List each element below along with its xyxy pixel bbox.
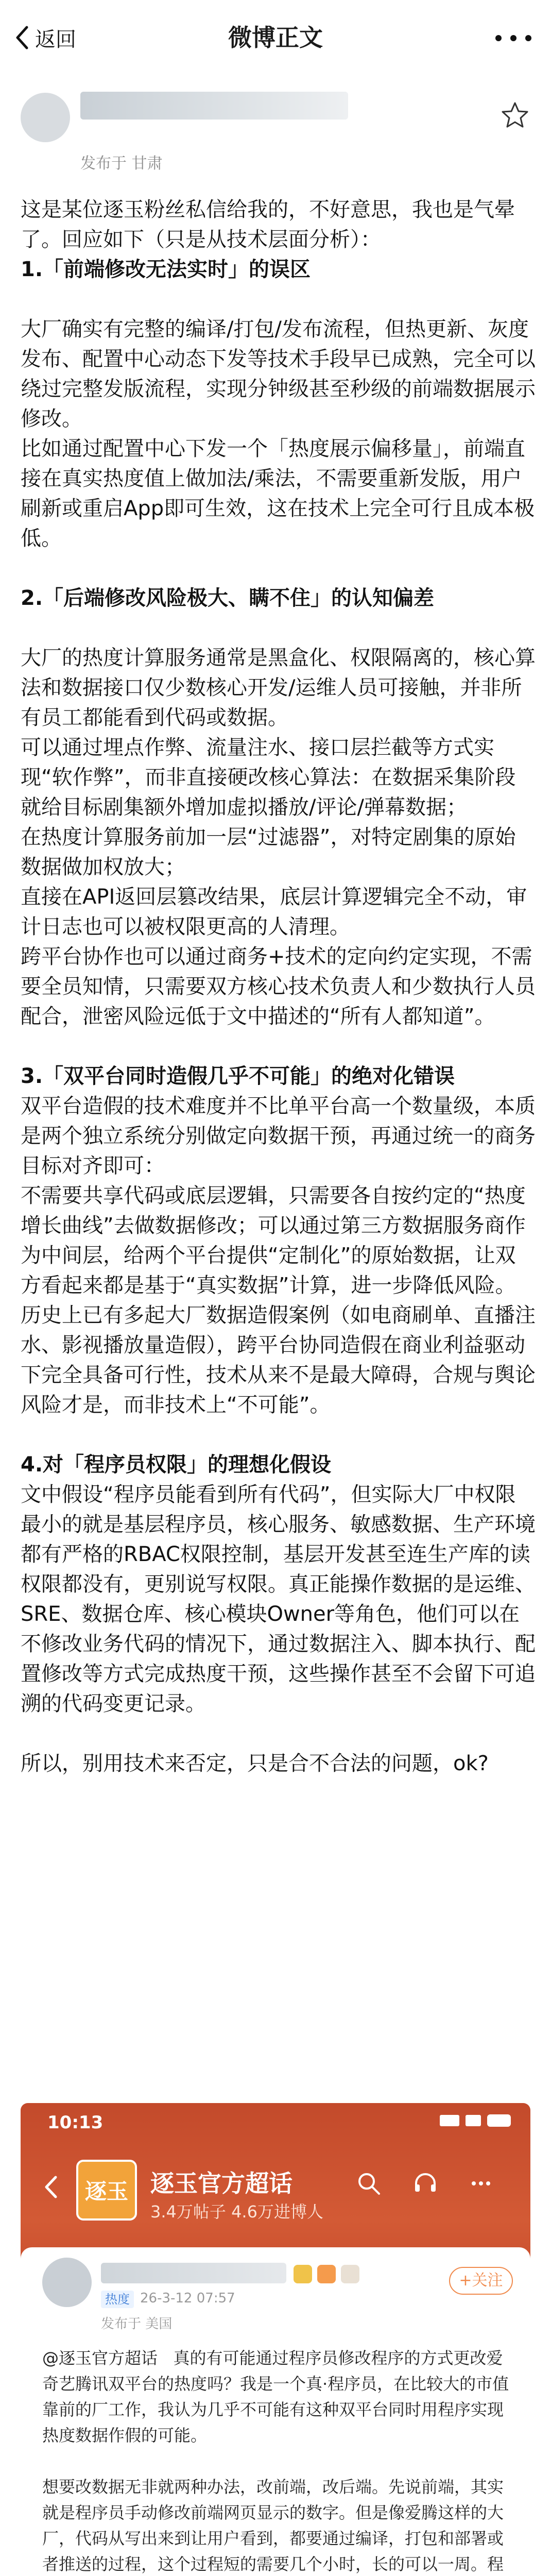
post-paragraph: 不需要共享代码或底层逻辑，只需要各自按约定的“热度增长曲线”去做数据修改；可以通过第三方数据服务商作为中间层，给两个平台提供“定制化”的原始数据，让双方看起来都是基于“真实数据”计算，进一步降低风险。历史上已有多起大厂数据造假案例（如电商刷单、直播注水、影视播放量造假），跨平台协同造假在商业利益驱动下完全具备可行性，技术从来不是最大障碍，合规与舆论风险才是，而非技术上“不可能”。 bbox=[21, 1184, 536, 1417]
embedded-post-time: 26-3-12 07:57 bbox=[140, 2291, 235, 2306]
paragraph-gap bbox=[21, 553, 536, 583]
post-paragraph: 跨平台协作也可以通过商务+技术的定向约定实现，不需要全员知情，只需要双方核心技术负责人和少数执行人员配合，泄密风险远低于文中描述的“所有人都知道”。 bbox=[21, 945, 536, 1028]
supertopic-stats: 3.4万帖子 4.6万进博人 bbox=[150, 2202, 323, 2222]
post-paragraph: 在热度计算服务前加一层“过滤器”，对特定剧集的原始数据做加权放大； bbox=[21, 825, 516, 879]
headset-icon[interactable] bbox=[412, 2170, 439, 2197]
embedded-user-name-obscured[interactable] bbox=[101, 2263, 286, 2283]
post-body bbox=[21, 195, 536, 1778]
supertopic-name: 逐玉官方超话 bbox=[150, 2170, 292, 2197]
paragraph-gap bbox=[21, 1719, 536, 1749]
follow-button[interactable]: +关注 bbox=[449, 2267, 513, 2295]
author-name-obscured[interactable] bbox=[80, 92, 348, 120]
user-tag: 热度 bbox=[101, 2291, 134, 2308]
page-title: 微博正文 bbox=[228, 24, 323, 52]
supertopic-logo: 逐玉 bbox=[76, 2160, 137, 2221]
section-heading: 1.「前端修改无法实时」的误区 bbox=[21, 258, 311, 281]
post-paragraph: 直接在API返回层篡改结果，底层计算逻辑完全不动，审计日志也可以被权限更高的人清理。 bbox=[21, 885, 527, 939]
more-options-icon[interactable] bbox=[495, 24, 531, 53]
status-time: 10:13 bbox=[47, 2112, 104, 2133]
embedded-post-card bbox=[21, 2247, 530, 2576]
chevron-left-icon[interactable] bbox=[42, 2175, 59, 2199]
paragraph-gap bbox=[21, 284, 536, 314]
post-paragraph: 大厂确实有完整的编译/打包/发布流程，但热更新、灰度发布、配置中心动态下发等技术手段早已成熟，完全可以绕过完整发版流程，实现分钟级甚至秒级的前端数据展示修改。 bbox=[21, 317, 536, 431]
user-badges bbox=[294, 2265, 359, 2283]
embedded-post-location: 发布于 美国 bbox=[101, 2316, 173, 2332]
more-icon[interactable] bbox=[468, 2170, 494, 2197]
paragraph-gap bbox=[21, 1420, 536, 1450]
post-paragraph: 所以，别用技术来否定，只是合不合法的问题，ok? bbox=[21, 1752, 489, 1775]
paragraph-gap bbox=[21, 613, 536, 643]
paragraph-gap bbox=[21, 1031, 536, 1061]
author-avatar[interactable] bbox=[21, 93, 70, 142]
post-paragraph: 双平台造假的技术难度并不比单平台高一个数量级，本质是两个独立系统分别做定向数据干预，再通过统一的商务目标对齐即可： bbox=[21, 1094, 536, 1178]
post-paragraph: 大厂的热度计算服务通常是黑盒化、权限隔离的，核心算法和数据接口仅少数核心开发/运维人员可接触，并非所有员工都能看到代码或数据。 bbox=[21, 646, 536, 730]
section-heading: 2.「后端修改风险极大、瞒不住」的认知偏差 bbox=[21, 586, 435, 610]
top-nav-bar bbox=[0, 0, 551, 77]
post-paragraph: 文中假设“程序员能看到所有代码”，但实际大厂中权限最小的就是基层程序员，核心服务、敏感数据、生产环境都有严格的RBAC权限控制，基层开发甚至连生产库的读权限都没有，更别说写权限。真正能操作数据的是运维、SRE、数据仓库、核心模块Owner等角色，他们可以在不修改业务代码的情况下，通过数据注入、脚本执行、配置修改等方式完成热度干预，这些操作甚至不会留下可追溯的代码变更记录。 bbox=[21, 1483, 536, 1716]
section-heading: 4.对「程序员权限」的理想化假设 bbox=[21, 1453, 332, 1477]
status-icons bbox=[440, 2114, 511, 2127]
post-paragraph: 比如通过配置中心下发一个「热度展示偏移量」，前端直接在真实热度值上做加法/乘法，不需要重新发版，用户刷新或重启App即可生效，这在技术上完全可行且成本极低。 bbox=[21, 437, 535, 550]
search-icon[interactable] bbox=[355, 2170, 382, 2197]
post-meta: 发布于 甘肃 bbox=[80, 155, 163, 173]
embedded-screenshot[interactable] bbox=[21, 2103, 530, 2576]
star-icon[interactable] bbox=[501, 101, 529, 130]
embedded-post-body bbox=[42, 2345, 516, 2576]
embedded-paragraph: @逐玉官方超话 真的有可能通过程序员修改程序的方式更改爱奇艺腾讯双平台的热度吗？我是一个真·程序员，在比较大的市值靠前的厂工作，我认为几乎不可能有这种双平台同时用程序实现热度数据作假的可能。 bbox=[42, 2348, 509, 2445]
post-paragraph: 可以通过埋点作弊、流量注水、接口层拦截等方式实现“软作弊”，而非直接硬改核心算法：在数据采集阶段就给目标剧集额外增加虚拟播放/评论/弹幕数据； bbox=[21, 736, 516, 819]
embedded-paragraph: 想要改数据无非就两种办法，改前端，改后端。先说前端，其实就是程序员手动修改前端网页显示的数字。但是像爱腾这样的大厂，代码从写出来到让用户看到，都要通过编译，打包和部署或者推送的过程，这个过程短的需要几个小时，长的可以一周。程 bbox=[42, 2477, 504, 2574]
embedded-user-avatar[interactable] bbox=[42, 2258, 92, 2307]
paragraph-gap bbox=[42, 2448, 516, 2474]
section-heading: 3.「双平台同时造假几乎不可能」的绝对化错误 bbox=[21, 1064, 455, 1088]
post-paragraph: 这是某位逐玉粉丝私信给我的，不好意思，我也是气晕了。回应如下（只是从技术层面分析）： bbox=[21, 198, 515, 251]
back-label: 返回 bbox=[35, 27, 76, 52]
